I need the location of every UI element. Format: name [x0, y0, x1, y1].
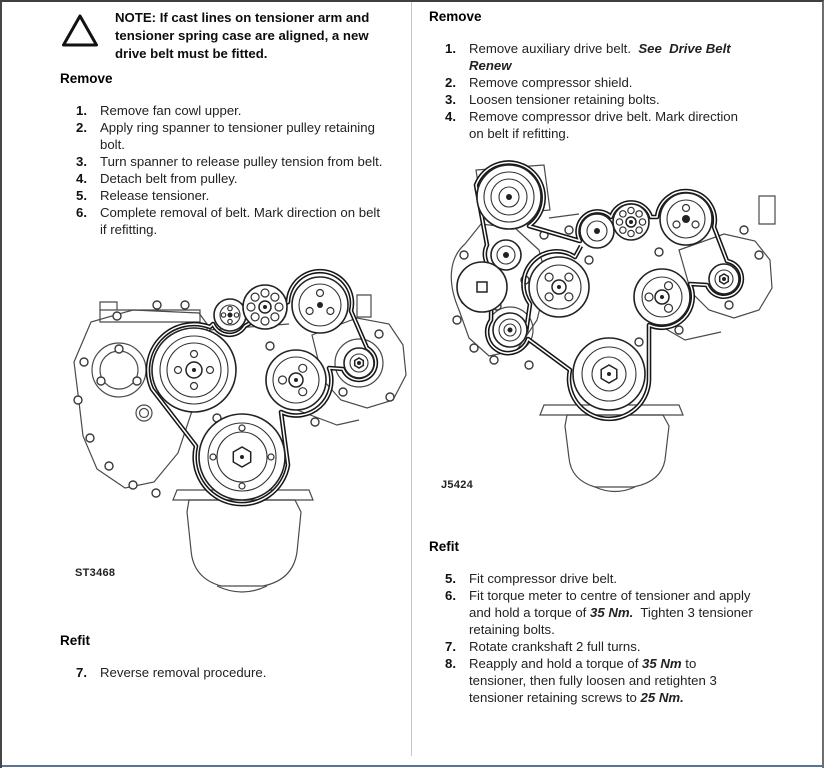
- list-item-text: Rotate crankshaft 2 full turns.: [469, 639, 641, 654]
- list-item: [60, 153, 400, 170]
- note-text: NOTE: If cast lines on tensioner arm and tensioner spring case are aligned, a new drive belt must be fitted.: [115, 10, 370, 61]
- right-remove-list: [429, 40, 774, 142]
- list-item: [429, 108, 774, 142]
- pulley-centre-right: [266, 350, 326, 410]
- list-item-number: 1.: [76, 103, 87, 118]
- list-item: [429, 74, 774, 91]
- list-item-number: 4.: [76, 171, 87, 186]
- list-item: [60, 119, 400, 153]
- figure-label-left: ST3468: [75, 567, 116, 579]
- list-item: [60, 170, 400, 187]
- belt-diagram-j5424: [429, 160, 781, 495]
- list-item-text: Release tensioner.: [100, 188, 210, 203]
- list-item-number: 4.: [445, 109, 456, 124]
- pulley-idler-lower-left: [493, 313, 527, 347]
- list-item-text: Loosen tensioner retaining bolts.: [469, 92, 660, 107]
- pulley-tensioner-ribbed: [613, 204, 649, 240]
- mount-circle-left: [457, 262, 507, 312]
- left-refit-heading: Refit: [60, 633, 90, 648]
- list-item-number: 6.: [76, 205, 87, 220]
- list-item-number: 3.: [445, 92, 456, 107]
- list-item-text: Complete removal of belt. Mark direction on belt if refitting.: [100, 205, 380, 237]
- list-item-text: Reverse removal procedure.: [100, 665, 267, 680]
- list-item: [60, 204, 400, 238]
- list-item-number: 8.: [445, 656, 456, 671]
- pulley-compressor: [477, 165, 541, 229]
- list-item-text: Reapply and hold a torque of 35 Nm to tensioner, then fully loosen and retighten 3 tensioner retaining screws to 25 Nm.: [469, 656, 717, 705]
- list-item: [429, 655, 774, 706]
- list-item-number: 1.: [445, 41, 456, 56]
- list-item-number: 2.: [445, 75, 456, 90]
- list-item: [429, 40, 774, 74]
- list-item: [429, 587, 774, 638]
- pulley-tensioner-arm: [214, 299, 246, 331]
- list-item-text: Detach belt from pulley.: [100, 171, 238, 186]
- list-item-number: 5.: [76, 188, 87, 203]
- list-item: [60, 102, 400, 119]
- list-item-text: Remove auxiliary drive belt. See Drive Belt Renew: [469, 41, 731, 73]
- list-item-number: 7.: [76, 665, 87, 680]
- pulley-crankshaft: [199, 414, 285, 500]
- list-item: [429, 570, 774, 587]
- list-item-text: Remove compressor drive belt. Mark direction on belt if refitting.: [469, 109, 738, 141]
- pulleys: [457, 165, 739, 410]
- list-item-number: 2.: [76, 120, 87, 135]
- list-item: [60, 187, 400, 204]
- list-item-number: 6.: [445, 588, 456, 603]
- list-item-text: Fit compressor drive belt.: [469, 571, 618, 586]
- belt-diagram-st3468: [57, 250, 407, 605]
- list-item: [60, 664, 400, 681]
- left-remove-list: [60, 102, 400, 238]
- pulley-centre: [529, 257, 589, 317]
- figure-label-right: J5424: [441, 479, 474, 491]
- pulley-centre-right: [634, 269, 690, 325]
- pulley-top-right: [660, 193, 712, 245]
- list-item: [429, 91, 774, 108]
- right-refit-heading: Refit: [429, 539, 459, 554]
- pulley-tensioner-arm: [580, 214, 614, 248]
- list-item-text: Fit torque meter to centre of tensioner and apply and hold a torque of 35 Nm. Tighten 3 tensioner retaining bolts.: [469, 588, 753, 637]
- column-divider: [411, 2, 412, 756]
- pulley-idler-right: [344, 348, 374, 378]
- list-item-number: 5.: [445, 571, 456, 586]
- left-remove-heading: Remove: [60, 71, 113, 86]
- right-remove-heading: Remove: [429, 9, 482, 24]
- list-item-number: 3.: [76, 154, 87, 169]
- list-item-text: Turn spanner to release pulley tension from belt.: [100, 154, 383, 169]
- list-item-text: Remove fan cowl upper.: [100, 103, 242, 118]
- list-item-text: Apply ring spanner to tensioner pulley retaining bolt.: [100, 120, 375, 152]
- right-refit-list: [429, 570, 774, 706]
- bottom-bar: [2, 765, 822, 767]
- pulley-left-large: [152, 328, 236, 412]
- list-item: [429, 638, 774, 655]
- warning-triangle-icon: [59, 11, 101, 53]
- left-refit-list: [60, 664, 400, 681]
- pulley-crankshaft: [573, 338, 645, 410]
- pulley-tensioner-ribbed: [243, 285, 287, 329]
- list-item-text: Remove compressor shield.: [469, 75, 633, 90]
- pulley-top-right: [292, 277, 348, 333]
- list-item-number: 7.: [445, 639, 456, 654]
- pulley-idler-right: [709, 264, 739, 294]
